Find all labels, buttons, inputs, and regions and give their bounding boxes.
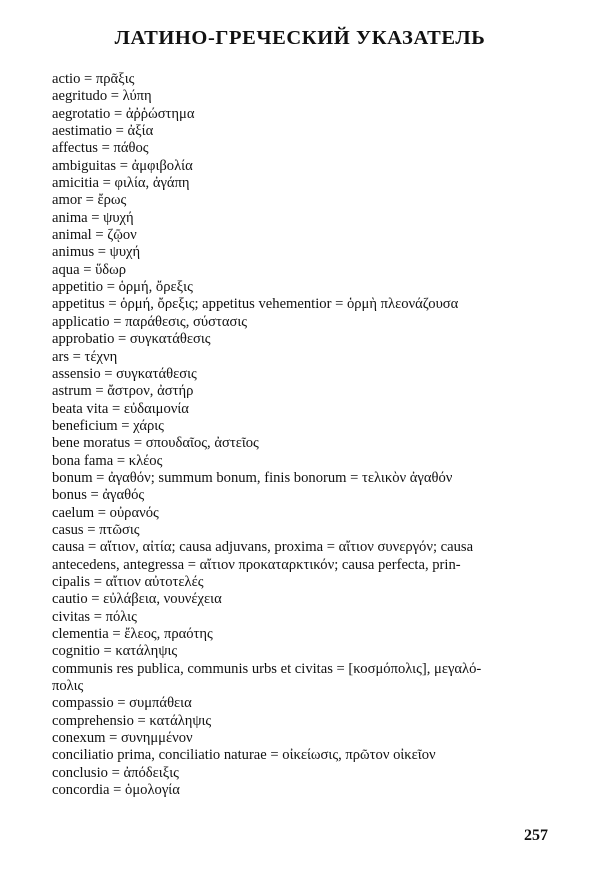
index-entry: bona fama = κλέος	[52, 452, 163, 469]
index-entry: casus = πτῶσις	[52, 521, 140, 538]
index-entry: aegrotatio = ἀῤῥώστημα	[52, 105, 195, 122]
index-entry: ambiguitas = ἀμφιβολία	[52, 157, 193, 174]
index-entry: anima = ψυχή	[52, 209, 134, 226]
index-entry: astrum = ἄστρον, ἀστήρ	[52, 383, 194, 400]
index-entry-line: communis res publica, communis urbs et civitas = [κοσμόπολις], μεγαλό-	[52, 660, 482, 677]
index-entry: bonum = ἀγαθόν; summum bonum, finis bonorum = τελικὸν ἀγαθόν	[52, 469, 453, 486]
index-entry: cautio = εὐλάβεια, νουνέχεια	[52, 591, 222, 608]
index-entry-continuation: cipalis = αἴτιον αὐτοτελές	[52, 573, 204, 590]
index-entry: amor = ἔρως	[52, 192, 127, 209]
index-entry-line: causa = αἴτιον, αἰτία; causa adjuvans, proxima = αἴτιον συνεργόν; causa	[52, 539, 474, 556]
index-entry: clementia = ἔλεος, πραότης	[52, 626, 213, 642]
index-entry: amicitia = φιλία, ἀγάπη	[52, 175, 190, 192]
index-entry: concordia = ὁμολογία	[52, 782, 180, 799]
index-entry: comprehensio = κατάληψις	[52, 712, 212, 729]
index-entry	[52, 539, 558, 591]
index-entry-list	[52, 71, 558, 799]
index-entry: appetitio = ὁρμή, ὄρεξις	[52, 279, 193, 296]
index-entry: caelum = οὐρανός	[52, 504, 159, 521]
index-entry: approbatio = συγκατάθεσις	[52, 331, 211, 348]
page-number: 257	[524, 827, 548, 844]
index-entry: animus = ψυχή	[52, 244, 141, 261]
page-title: ЛАТИНО-ГРЕЧЕСКИЙ УКАЗАТЕЛЬ	[114, 27, 486, 49]
index-entry-continuation: πολις	[52, 678, 84, 695]
index-entry: conciliatio prima, conciliatio naturae = οἰκείωσις, πρῶτον οἰκεῖον	[52, 747, 436, 764]
index-entry: conclusio = ἀπόδειξις	[52, 764, 179, 781]
index-entry: actio = πρᾶξις	[52, 71, 135, 87]
index-entry: conexum = συνημμένον	[52, 730, 193, 747]
index-entry: aqua = ὕδωρ	[52, 261, 127, 278]
index-entry: ars = τέχνη	[52, 348, 118, 365]
index-entry: bonus = ἀγαθός	[52, 487, 145, 504]
index-entry: applicatio = παράθεσις, σύστασις	[52, 313, 248, 330]
index-entry: aegritudo = λύπη	[52, 88, 152, 105]
index-entry: assensio = συγκατάθεσις	[52, 365, 197, 382]
index-entry: compassio = συμπάθεια	[52, 695, 192, 712]
index-entry: affectus = πάθος	[52, 140, 149, 157]
index-entry: beata vita = εὐδαιμονία	[52, 400, 189, 417]
index-entry	[52, 661, 558, 696]
index-entry: animal = ζῷον	[52, 227, 137, 244]
index-entry: beneficium = χάρις	[52, 417, 164, 434]
index-entry-continuation: antecedens, antegressa = αἴτιον προκαταρκτικόν; causa perfecta, prin-	[52, 556, 461, 573]
index-entry: aestimatio = ἀξία	[52, 123, 154, 140]
index-entry: appetitus = ὁρμή, ὄρεξις; appetitus vehementior = ὁρμὴ πλεονάζουσα	[52, 296, 459, 313]
index-entry: civitas = πόλις	[52, 608, 137, 625]
index-entry: bene moratus = σπουδαῖος, ἀστεῖος	[52, 435, 259, 452]
index-entry: cognitio = κατάληψις	[52, 643, 178, 660]
